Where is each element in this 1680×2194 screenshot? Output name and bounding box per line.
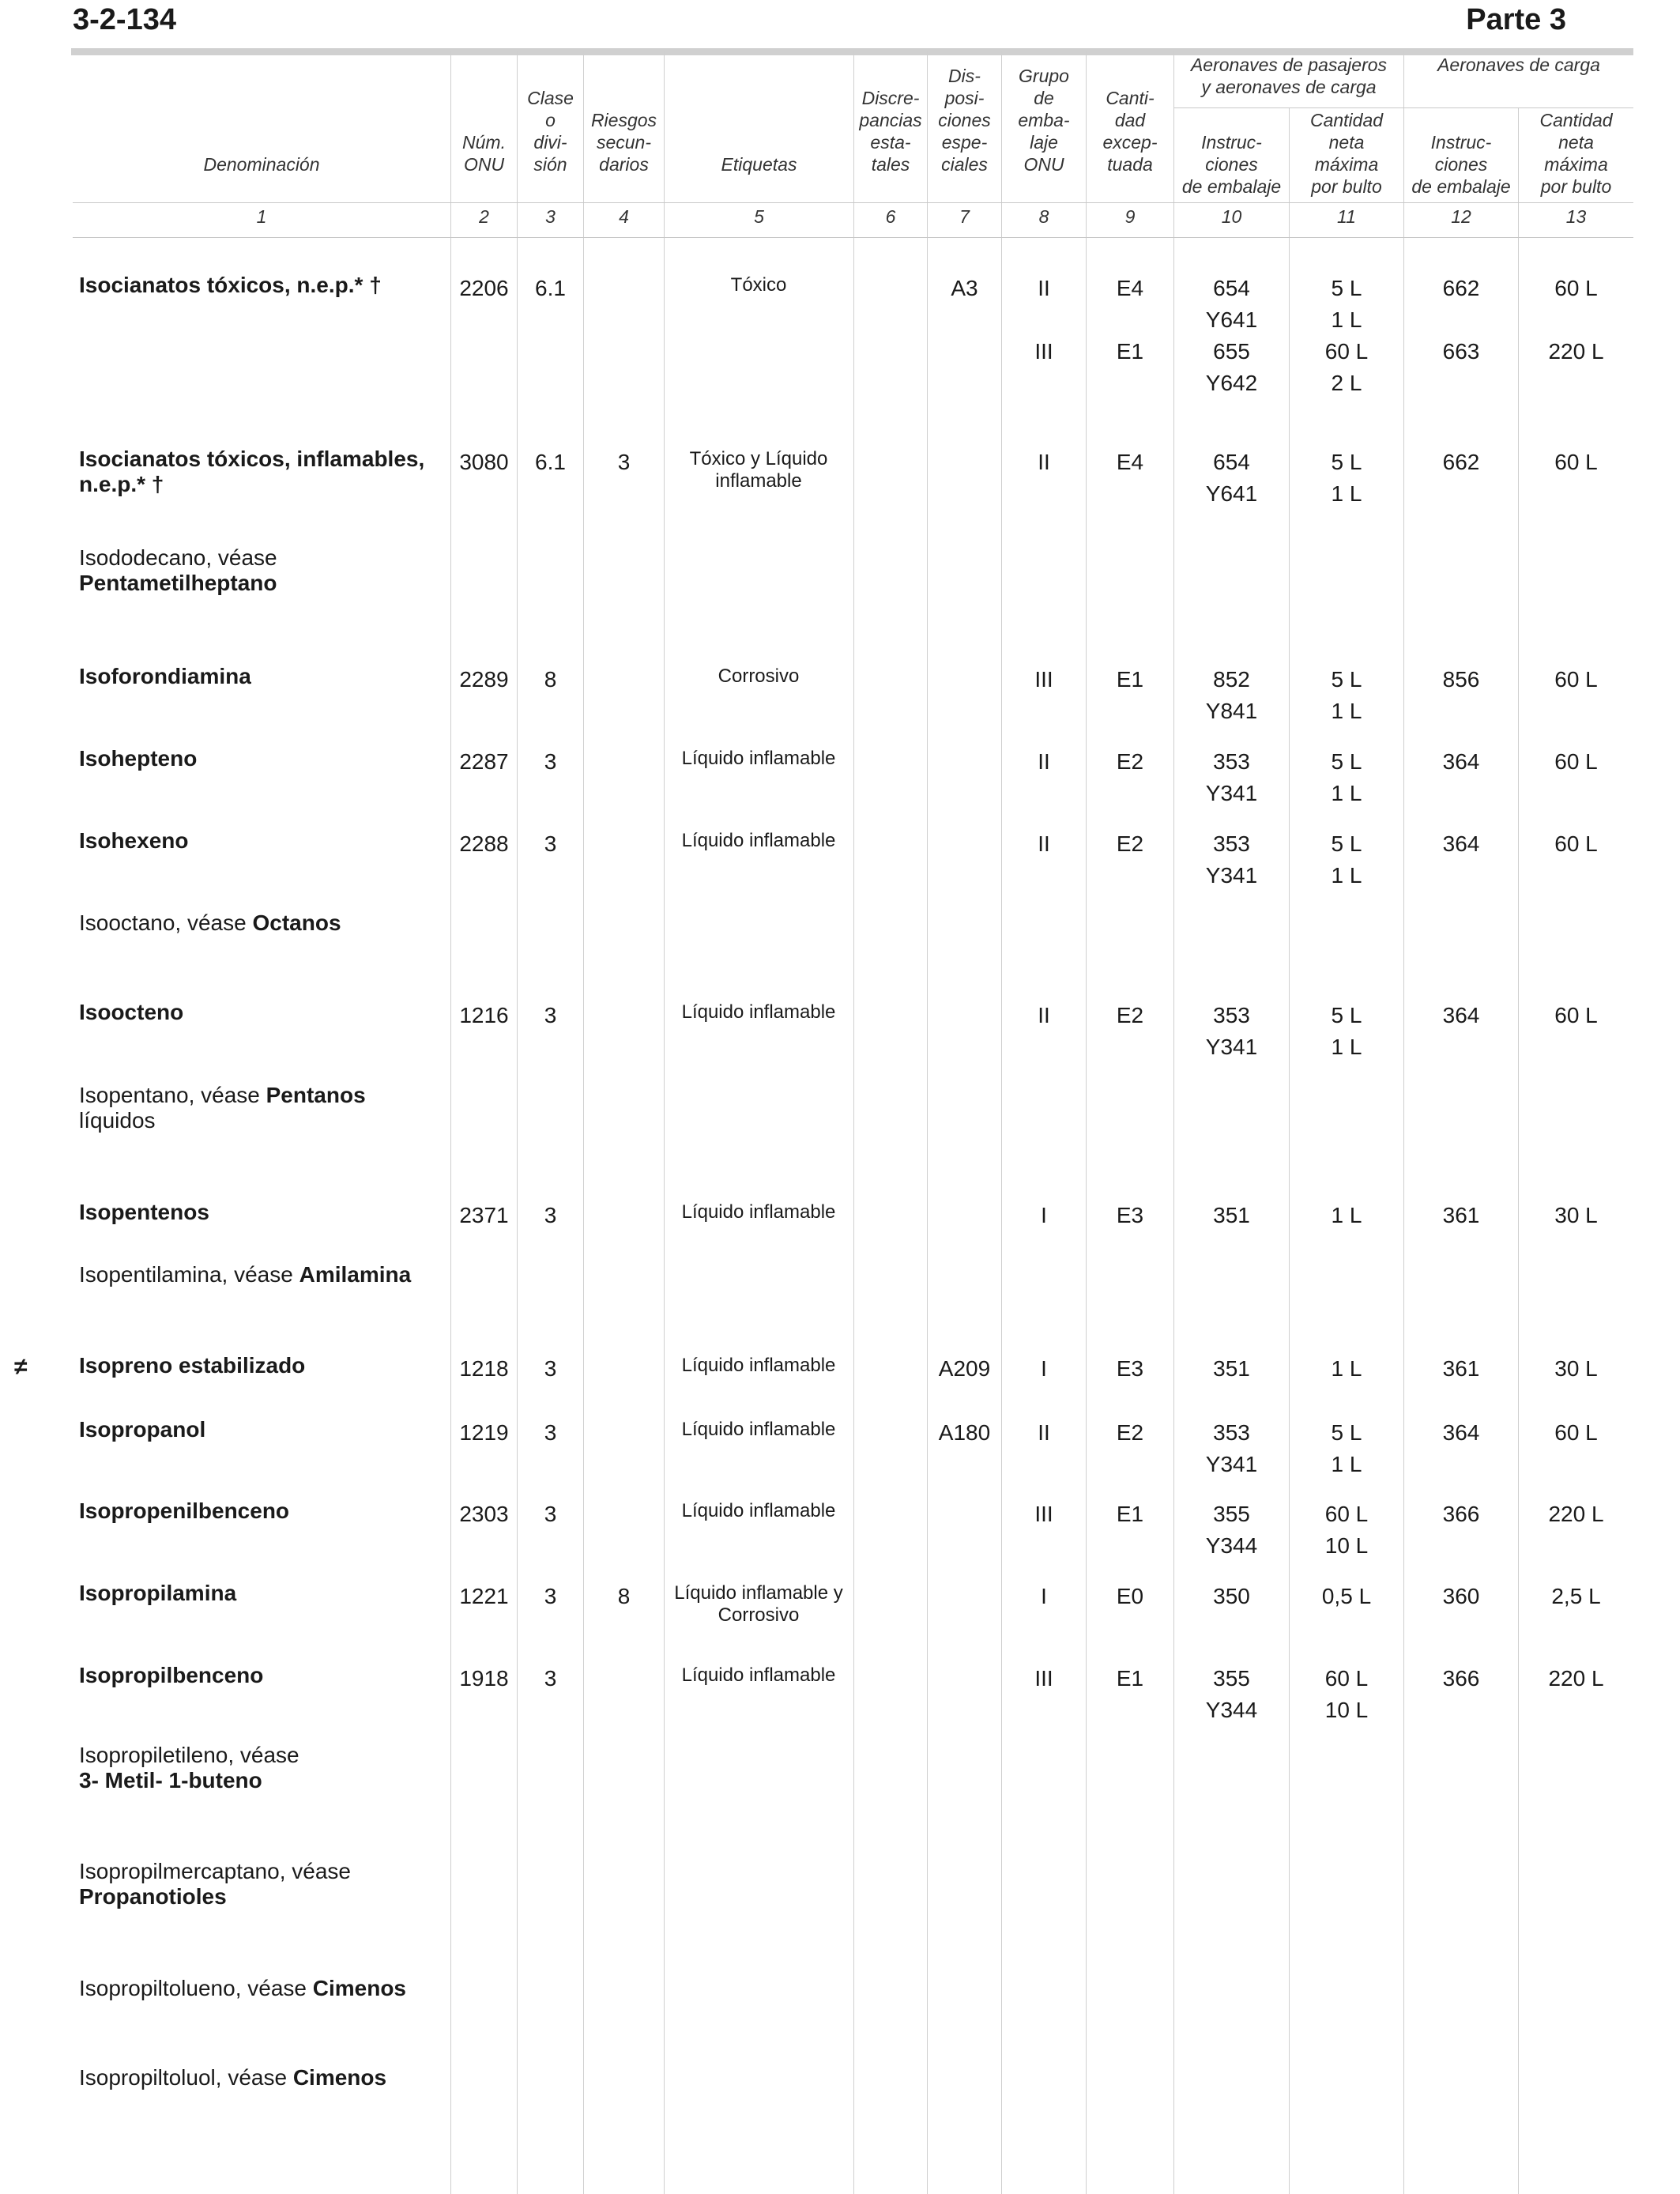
entry-name bbox=[79, 545, 443, 596]
cargo-packing-instruction: 361 bbox=[1442, 1356, 1480, 1381]
passenger-max-quantity: 2 L bbox=[1331, 371, 1362, 395]
header-discrepancias: Discre- pancias esta- tales bbox=[859, 88, 922, 175]
entry-name bbox=[79, 1353, 443, 1378]
column-divider bbox=[927, 51, 928, 2194]
entry-name-bold: Isopropanol bbox=[79, 1417, 206, 1442]
packing-group: I bbox=[1041, 1584, 1047, 1608]
passenger-packing-instruction: Y341 bbox=[1205, 781, 1258, 805]
passenger-packing-instruction: Y344 bbox=[1205, 1533, 1258, 1558]
passenger-packing-instruction: 351 bbox=[1213, 1356, 1250, 1381]
entry-name bbox=[79, 1000, 443, 1025]
un-number: 2206 bbox=[459, 276, 509, 300]
entry-name bbox=[79, 746, 443, 771]
passenger-packing-instruction: Y641 bbox=[1205, 481, 1258, 506]
entry-name-text: Isopentilamina, véase bbox=[79, 1262, 299, 1287]
entry-name bbox=[79, 273, 443, 298]
header-cantidad-exceptuada: Canti- dad excep- tuada bbox=[1102, 88, 1158, 175]
change-marker: ≠ bbox=[14, 1354, 28, 1380]
column-number: 9 bbox=[1124, 206, 1136, 227]
entry-name-text: Isopropilmercaptano, véase bbox=[79, 1859, 351, 1883]
column-divider bbox=[517, 51, 518, 2194]
entry-name bbox=[79, 1663, 443, 1688]
passenger-packing-instruction: Y841 bbox=[1205, 699, 1258, 723]
class-division: 8 bbox=[544, 667, 557, 692]
column-number: 6 bbox=[885, 206, 896, 227]
cargo-max-quantity: 220 L bbox=[1548, 1502, 1604, 1526]
column-divider bbox=[1086, 51, 1087, 2194]
entry-name-bold: Isopreno estabilizado bbox=[79, 1353, 306, 1378]
entry-name-text: Isopentano, véase bbox=[79, 1083, 266, 1107]
column-divider bbox=[664, 51, 665, 2194]
entry-name bbox=[79, 1976, 443, 2001]
passenger-max-quantity: 5 L bbox=[1331, 276, 1362, 300]
cargo-packing-instruction: 361 bbox=[1442, 1203, 1480, 1227]
entry-name-bold: Isopropilbenceno bbox=[79, 1663, 264, 1687]
cargo-max-quantity: 60 L bbox=[1554, 749, 1598, 774]
excepted-quantity: E4 bbox=[1116, 450, 1144, 474]
column-divider bbox=[1403, 51, 1404, 2194]
header-etiquetas: Etiquetas bbox=[721, 154, 797, 175]
special-provisions: A209 bbox=[938, 1356, 991, 1381]
hazard-labels: Líquido inflamable bbox=[681, 1500, 836, 1521]
passenger-packing-instruction: 654 bbox=[1213, 276, 1250, 300]
cargo-packing-instruction: 364 bbox=[1442, 831, 1480, 856]
header-rule bbox=[73, 202, 1633, 203]
entry-name-ref: Octanos bbox=[252, 910, 341, 935]
hazard-labels: Líquido inflamable bbox=[681, 1201, 836, 1223]
hazard-labels: Tóxico y Líquido inflamable bbox=[689, 448, 828, 492]
hazard-labels: Tóxico bbox=[730, 274, 787, 296]
cargo-max-quantity: 220 L bbox=[1548, 1666, 1604, 1691]
entry-name-text: Isooctano, véase bbox=[79, 910, 253, 935]
entry-name-ref: Cimenos bbox=[312, 1976, 406, 2000]
excepted-quantity: E1 bbox=[1116, 339, 1144, 364]
special-provisions: A180 bbox=[938, 1420, 991, 1445]
entry-name bbox=[79, 1200, 443, 1225]
un-number: 1218 bbox=[459, 1356, 509, 1381]
entry-name-bold: Isohexeno bbox=[79, 828, 189, 853]
excepted-quantity: E1 bbox=[1116, 1502, 1144, 1526]
entry-name bbox=[79, 1581, 443, 1606]
column-number: 11 bbox=[1337, 206, 1356, 227]
excepted-quantity: E3 bbox=[1116, 1356, 1144, 1381]
passenger-max-quantity: 10 L bbox=[1324, 1533, 1369, 1558]
entry-name-bold: Isoocteno bbox=[79, 1000, 184, 1024]
header-num-onu: Núm. ONU bbox=[462, 132, 506, 175]
passenger-max-quantity: 1 L bbox=[1331, 1203, 1362, 1227]
hazard-labels: Líquido inflamable y Corrosivo bbox=[674, 1582, 843, 1626]
packing-group: II bbox=[1038, 831, 1050, 856]
entry-name bbox=[79, 1417, 443, 1442]
cargo-packing-instruction: 364 bbox=[1442, 1003, 1480, 1027]
entry-name-bold: Isocianatos tóxicos, n.e.p.* † bbox=[79, 273, 382, 297]
hazard-labels: Líquido inflamable bbox=[681, 1001, 836, 1023]
passenger-packing-instruction: 351 bbox=[1213, 1203, 1250, 1227]
cargo-packing-instruction: 662 bbox=[1442, 450, 1480, 474]
entry-name-bold: Isocianatos tóxicos, inflamables, bbox=[79, 447, 425, 471]
packing-group: II bbox=[1038, 276, 1050, 300]
cargo-packing-instruction: 366 bbox=[1442, 1666, 1480, 1691]
un-number: 2287 bbox=[459, 749, 509, 774]
header-clase: Clase o divi- sión bbox=[527, 88, 574, 175]
passenger-max-quantity: 10 L bbox=[1324, 1698, 1369, 1722]
packing-group: I bbox=[1041, 1356, 1047, 1381]
column-number: 5 bbox=[754, 206, 764, 227]
passenger-max-quantity: 5 L bbox=[1331, 450, 1362, 474]
packing-group: II bbox=[1038, 749, 1050, 774]
passenger-packing-instruction: 355 bbox=[1213, 1502, 1250, 1526]
passenger-packing-instruction: 353 bbox=[1213, 1420, 1250, 1445]
passenger-packing-instruction: Y641 bbox=[1205, 307, 1258, 332]
column-number: 7 bbox=[959, 206, 970, 227]
header-rule bbox=[73, 237, 1633, 238]
passenger-max-quantity: 60 L bbox=[1324, 339, 1369, 364]
header-disposiciones: Dis- posi- ciones espe- ciales bbox=[938, 66, 991, 175]
class-division: 3 bbox=[544, 749, 557, 774]
header-cantidad-pasajeros: Cantidad neta máxima por bulto bbox=[1309, 110, 1384, 197]
cargo-max-quantity: 60 L bbox=[1554, 450, 1598, 474]
header-riesgos: Riesgos secun- darios bbox=[590, 110, 657, 175]
passenger-packing-instruction: 852 bbox=[1213, 667, 1250, 692]
packing-group: III bbox=[1034, 339, 1053, 364]
packing-group: I bbox=[1041, 1203, 1047, 1227]
cargo-max-quantity: 60 L bbox=[1554, 831, 1598, 856]
passenger-packing-instruction: 353 bbox=[1213, 1003, 1250, 1027]
passenger-max-quantity: 60 L bbox=[1324, 1666, 1369, 1691]
packing-group: III bbox=[1034, 1502, 1053, 1526]
hazard-labels: Líquido inflamable bbox=[681, 830, 836, 851]
passenger-packing-instruction: 353 bbox=[1213, 749, 1250, 774]
cargo-max-quantity: 220 L bbox=[1548, 339, 1604, 364]
passenger-packing-instruction: 655 bbox=[1213, 339, 1250, 364]
cargo-packing-instruction: 364 bbox=[1442, 749, 1480, 774]
excepted-quantity: E2 bbox=[1116, 1003, 1144, 1027]
passenger-max-quantity: 1 L bbox=[1331, 307, 1362, 332]
part-label: Parte 3 bbox=[1466, 3, 1566, 36]
cargo-max-quantity: 60 L bbox=[1554, 1420, 1598, 1445]
passenger-packing-instruction: Y642 bbox=[1205, 371, 1258, 395]
un-number: 2371 bbox=[459, 1203, 509, 1227]
class-division: 3 bbox=[544, 1666, 557, 1691]
cargo-max-quantity: 30 L bbox=[1554, 1203, 1598, 1227]
class-division: 3 bbox=[544, 1584, 557, 1608]
column-number: 10 bbox=[1221, 206, 1242, 227]
column-number: 3 bbox=[545, 206, 556, 227]
passenger-max-quantity: 1 L bbox=[1331, 1356, 1362, 1381]
entry-name-ref: Propanotioles bbox=[79, 1884, 227, 1909]
header-rule bbox=[1174, 107, 1633, 108]
column-number: 12 bbox=[1451, 206, 1471, 227]
passenger-max-quantity: 0,5 L bbox=[1321, 1584, 1372, 1608]
subsidiary-risk: 3 bbox=[617, 450, 631, 474]
column-number: 1 bbox=[256, 206, 267, 227]
passenger-packing-instruction: 353 bbox=[1213, 831, 1250, 856]
entry-name-text: Isopropiltoluol, véase bbox=[79, 2065, 293, 2090]
un-number: 3080 bbox=[459, 450, 509, 474]
header-denominacion: Denominación bbox=[203, 154, 320, 175]
passenger-packing-instruction: Y344 bbox=[1205, 1698, 1258, 1722]
entry-name-text: Isododecano, véase bbox=[79, 545, 277, 570]
column-divider bbox=[1289, 107, 1290, 2194]
entry-name bbox=[79, 1262, 443, 1287]
column-divider bbox=[450, 51, 451, 2194]
entry-name bbox=[79, 1859, 443, 1909]
entry-name-bold: Isopropenilbenceno bbox=[79, 1498, 290, 1523]
column-number: 2 bbox=[479, 206, 489, 227]
column-divider bbox=[853, 51, 854, 2194]
entry-name-ref: Pentanos bbox=[266, 1083, 366, 1107]
un-number: 2288 bbox=[459, 831, 509, 856]
un-number: 2289 bbox=[459, 667, 509, 692]
entry-name-text: Isopropiletileno, véase bbox=[79, 1743, 299, 1767]
passenger-max-quantity: 1 L bbox=[1331, 781, 1362, 805]
class-division: 3 bbox=[544, 1356, 557, 1381]
un-number: 1221 bbox=[459, 1584, 509, 1608]
packing-group: II bbox=[1038, 1003, 1050, 1027]
special-provisions: A3 bbox=[951, 276, 978, 300]
header-instrucciones-carga: Instruc- ciones de embalaje bbox=[1411, 132, 1511, 197]
cargo-max-quantity: 60 L bbox=[1554, 1003, 1598, 1027]
passenger-max-quantity: 5 L bbox=[1331, 831, 1362, 856]
excepted-quantity: E2 bbox=[1116, 749, 1144, 774]
passenger-max-quantity: 1 L bbox=[1331, 1035, 1362, 1059]
class-division: 3 bbox=[544, 831, 557, 856]
entry-name-bold: Isopentenos bbox=[79, 1200, 209, 1224]
column-number: 13 bbox=[1565, 206, 1587, 227]
entry-name bbox=[79, 1498, 443, 1524]
entry-name-bold: Isopropilamina bbox=[79, 1581, 237, 1605]
entry-name-bold: Isohepteno bbox=[79, 746, 198, 771]
passenger-packing-instruction: Y341 bbox=[1205, 1035, 1258, 1059]
class-division: 6.1 bbox=[535, 276, 566, 300]
passenger-max-quantity: 60 L bbox=[1324, 1502, 1369, 1526]
column-divider bbox=[1518, 107, 1519, 2194]
column-number: 8 bbox=[1038, 206, 1049, 227]
passenger-max-quantity: 1 L bbox=[1331, 1452, 1362, 1476]
cargo-max-quantity: 2,5 L bbox=[1551, 1584, 1601, 1608]
passenger-packing-instruction: 350 bbox=[1213, 1584, 1250, 1608]
passenger-packing-instruction: Y341 bbox=[1205, 1452, 1258, 1476]
passenger-max-quantity: 5 L bbox=[1331, 1003, 1362, 1027]
header-grupo: Grupo de emba- laje ONU bbox=[1018, 66, 1070, 175]
cargo-max-quantity: 30 L bbox=[1554, 1356, 1598, 1381]
column-number: 4 bbox=[619, 206, 629, 227]
entry-name-bold: Isoforondiamina bbox=[79, 664, 251, 688]
cargo-packing-instruction: 662 bbox=[1442, 276, 1480, 300]
passenger-max-quantity: 1 L bbox=[1331, 863, 1362, 888]
excepted-quantity: E2 bbox=[1116, 1420, 1144, 1445]
entry-name-ref: Pentametilheptano bbox=[79, 571, 277, 595]
entry-name bbox=[79, 2065, 443, 2090]
cargo-packing-instruction: 364 bbox=[1442, 1420, 1480, 1445]
excepted-quantity: E1 bbox=[1116, 1666, 1144, 1691]
un-number: 2303 bbox=[459, 1502, 509, 1526]
cargo-packing-instruction: 856 bbox=[1442, 667, 1480, 692]
page-header bbox=[73, 0, 1607, 49]
header-pasajeros-group: Aeronaves de pasajeros y aeronaves de carga bbox=[1190, 55, 1388, 97]
class-division: 6.1 bbox=[535, 450, 566, 474]
header-carga-group: Aeronaves de carga bbox=[1437, 55, 1600, 75]
un-number: 1918 bbox=[459, 1666, 509, 1691]
un-number: 1216 bbox=[459, 1003, 509, 1027]
hazard-labels: Líquido inflamable bbox=[681, 1355, 836, 1376]
entry-name bbox=[79, 447, 443, 497]
passenger-max-quantity: 1 L bbox=[1331, 481, 1362, 506]
entry-name bbox=[79, 664, 443, 689]
passenger-max-quantity: 5 L bbox=[1331, 1420, 1362, 1445]
excepted-quantity: E4 bbox=[1116, 276, 1144, 300]
entry-name-ref: Cimenos bbox=[292, 2065, 387, 2090]
column-divider bbox=[1001, 51, 1002, 2194]
cargo-max-quantity: 60 L bbox=[1554, 667, 1598, 692]
excepted-quantity: E3 bbox=[1116, 1203, 1144, 1227]
passenger-max-quantity: 1 L bbox=[1331, 699, 1362, 723]
packing-group: III bbox=[1034, 667, 1053, 692]
class-division: 3 bbox=[544, 1003, 557, 1027]
packing-group: II bbox=[1038, 450, 1050, 474]
entry-name-ref: Amilamina bbox=[299, 1262, 412, 1287]
passenger-max-quantity: 5 L bbox=[1331, 749, 1362, 774]
packing-group: III bbox=[1034, 1666, 1053, 1691]
entry-name bbox=[79, 910, 443, 936]
cargo-packing-instruction: 366 bbox=[1442, 1502, 1480, 1526]
subsidiary-risk: 8 bbox=[617, 1584, 631, 1608]
cargo-packing-instruction: 663 bbox=[1442, 339, 1480, 364]
passenger-packing-instruction: 654 bbox=[1213, 450, 1250, 474]
hazard-labels: Corrosivo bbox=[718, 665, 800, 687]
passenger-packing-instruction: Y341 bbox=[1205, 863, 1258, 888]
class-division: 3 bbox=[544, 1502, 557, 1526]
entry-name-text: líquidos bbox=[79, 1108, 156, 1133]
class-division: 3 bbox=[544, 1203, 557, 1227]
packing-group: II bbox=[1038, 1420, 1050, 1445]
column-divider bbox=[583, 51, 584, 2194]
excepted-quantity: E1 bbox=[1116, 667, 1144, 692]
class-division: 3 bbox=[544, 1420, 557, 1445]
cargo-max-quantity: 60 L bbox=[1554, 276, 1598, 300]
entry-name bbox=[79, 1083, 443, 1133]
hazard-labels: Líquido inflamable bbox=[681, 1419, 836, 1440]
page-number: 3-2-134 bbox=[73, 3, 176, 36]
entry-name bbox=[79, 828, 443, 854]
passenger-max-quantity: 5 L bbox=[1331, 667, 1362, 692]
hazard-labels: Líquido inflamable bbox=[681, 748, 836, 769]
un-number: 1219 bbox=[459, 1420, 509, 1445]
entry-name-ref: n.e.p.* † bbox=[79, 472, 164, 496]
hazard-labels: Líquido inflamable bbox=[681, 1664, 836, 1686]
header-cantidad-carga: Cantidad neta máxima por bulto bbox=[1539, 110, 1613, 197]
passenger-packing-instruction: 355 bbox=[1213, 1666, 1250, 1691]
entry-name bbox=[79, 1743, 443, 1793]
entry-name-text: Isopropiltolueno, véase bbox=[79, 1976, 313, 2000]
excepted-quantity: E0 bbox=[1116, 1584, 1144, 1608]
cargo-packing-instruction: 360 bbox=[1442, 1584, 1480, 1608]
excepted-quantity: E2 bbox=[1116, 831, 1144, 856]
entry-name-ref: 3- Metil- 1-buteno bbox=[79, 1768, 262, 1793]
header-instrucciones-pasajeros: Instruc- ciones de embalaje bbox=[1181, 132, 1282, 197]
